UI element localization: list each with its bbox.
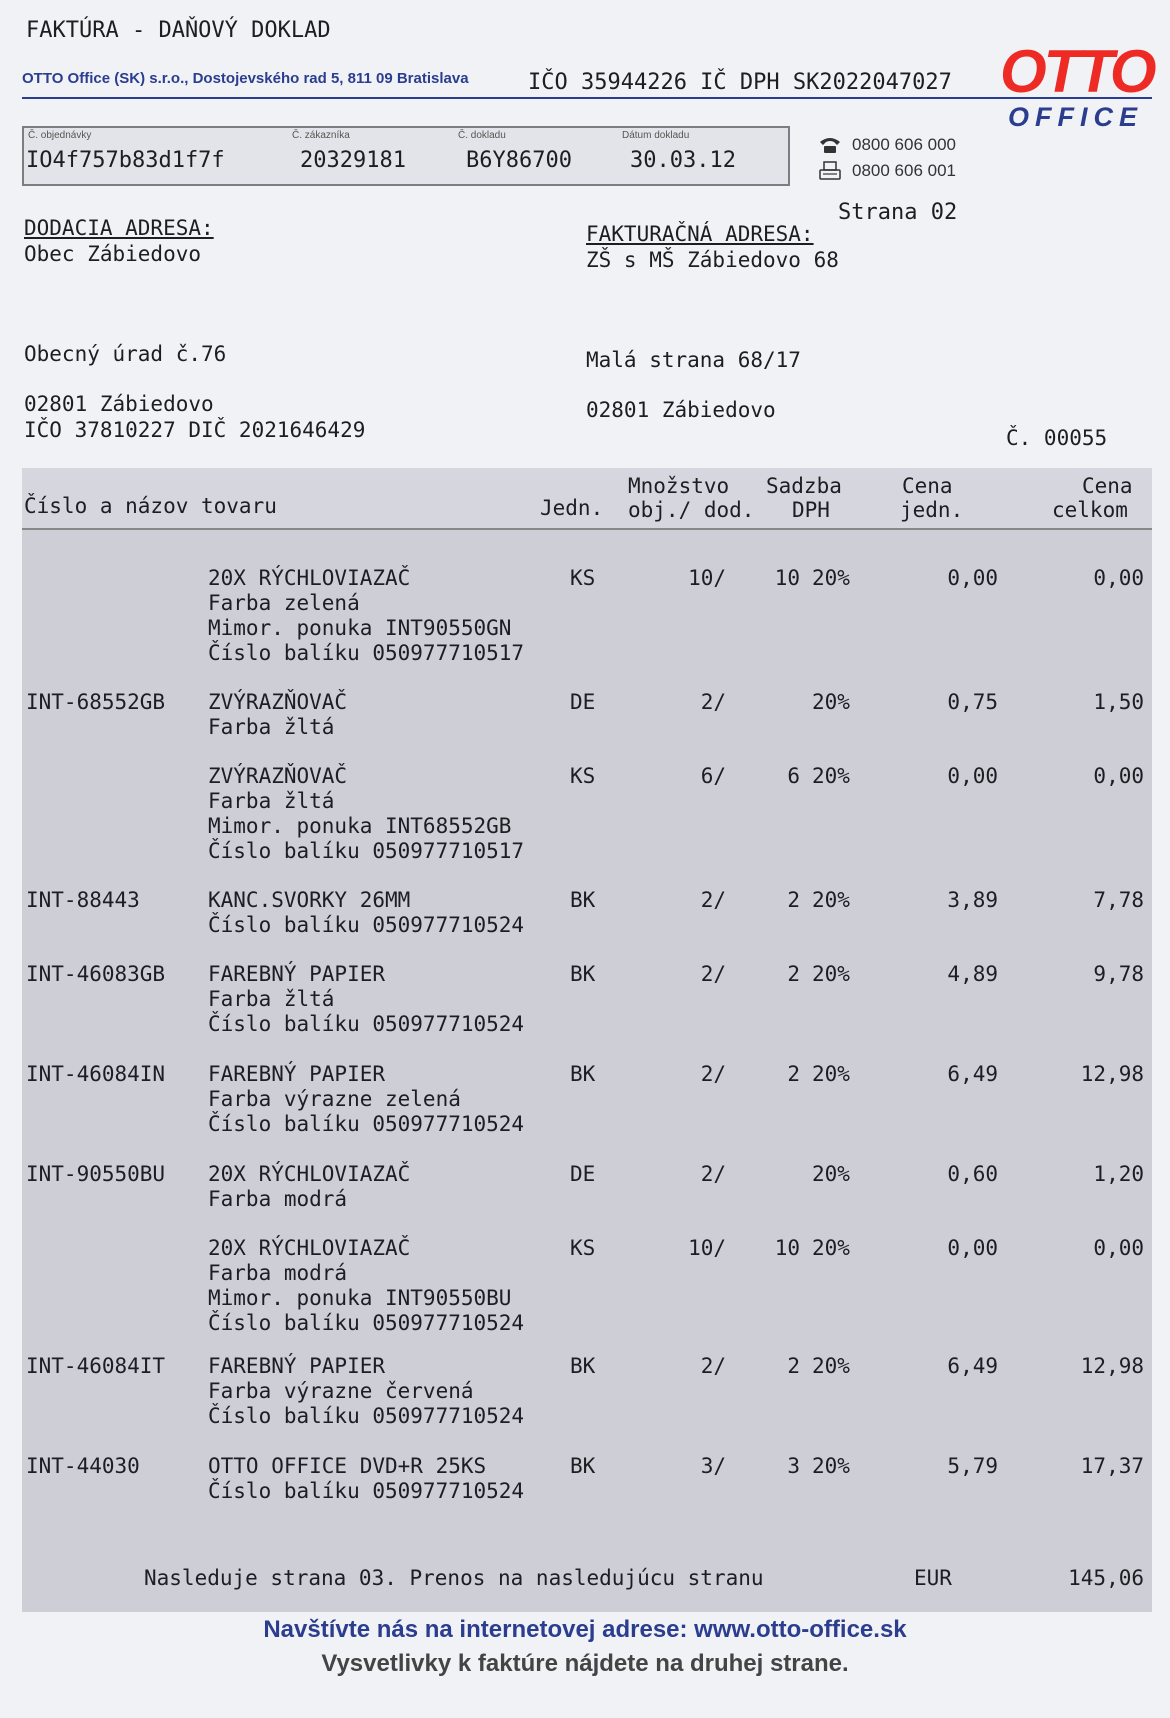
item-detail: Číslo balíku 050977710524: [208, 1012, 525, 1036]
billing-address-line2: Malá strana 68/17: [586, 348, 801, 372]
item-qty-delivered: 2: [787, 962, 800, 986]
item-detail: Mimor. ponuka INT90550GN: [208, 616, 512, 640]
item-vat-rate: 20%: [812, 1162, 850, 1186]
item-total: 12,98: [1080, 1354, 1144, 1378]
item-qty-delivered: 2: [787, 1062, 800, 1086]
item-detail: Farba žltá: [208, 987, 335, 1011]
item-vat-rate: 20%: [812, 690, 850, 714]
table-header: [22, 468, 1152, 530]
item-detail: Mimor. ponuka INT68552GB: [208, 814, 512, 838]
item-detail: Farba modrá: [208, 1261, 348, 1285]
item-unit-price: 0,00: [947, 566, 998, 590]
item-total: 12,98: [1080, 1062, 1144, 1086]
order-number-label: Č. objednávky: [28, 130, 92, 141]
item-qty-ordered: 2/: [700, 1062, 726, 1086]
item-total: 0,00: [1093, 566, 1144, 590]
item-name: OTTO OFFICE DVD+R 25KS: [208, 1454, 487, 1478]
header-unit: Jedn.: [540, 496, 604, 520]
item-vat-rate: 20%: [812, 962, 850, 986]
company-tax-ids: IČO 35944226 IČ DPH SK2022047027: [528, 70, 952, 95]
fax-icon: [818, 161, 842, 181]
invoice-items-table: [22, 468, 1152, 1612]
invoice-number: Č. 00055: [1006, 426, 1108, 450]
company-address: OTTO Office (SK) s.r.o., Dostojevského rad 5, 811 09 Bratislava: [22, 70, 469, 87]
document-date-value: 30.03.12: [630, 148, 736, 173]
item-unit: KS: [570, 566, 596, 590]
item-unit: BK: [570, 962, 596, 986]
item-vat-rate: 20%: [812, 1354, 850, 1378]
item-unit-price: 4,89: [947, 962, 998, 986]
item-detail: Farba žltá: [208, 715, 335, 739]
item-total: 0,00: [1093, 764, 1144, 788]
item-detail: Číslo balíku 050977710524: [208, 1479, 525, 1503]
logo-text-otto: OTTO: [1000, 38, 1154, 105]
item-qty-delivered: 10: [774, 566, 800, 590]
item-vat-rate: 20%: [812, 764, 850, 788]
item-total: 9,78: [1093, 962, 1144, 986]
item-qty-delivered: 3: [787, 1454, 800, 1478]
delivery-address-line3: 02801 Zábiedovo: [24, 392, 214, 416]
header-vat-bottom: DPH: [792, 498, 830, 522]
item-qty-delivered: 6: [787, 764, 800, 788]
item-unit-price: 0,75: [947, 690, 998, 714]
header-unit-price-top: Cena: [902, 474, 953, 498]
item-total: 1,50: [1093, 690, 1144, 714]
item-unit-price: 6,49: [947, 1354, 998, 1378]
logo-text-office: OFFICE: [1008, 102, 1143, 132]
item-name: 20X RÝCHLOVIAZAČ: [208, 566, 411, 590]
header-vat-top: Sadzba: [766, 474, 842, 498]
item-vat-rate: 20%: [812, 1062, 850, 1086]
item-qty-ordered: 6/: [700, 764, 726, 788]
customer-number-label: Č. zákazníka: [292, 130, 350, 141]
item-qty-ordered: 2/: [700, 1354, 726, 1378]
item-total: 0,00: [1093, 1236, 1144, 1260]
item-qty-ordered: 2/: [700, 690, 726, 714]
item-detail: Mimor. ponuka INT90550BU: [208, 1286, 512, 1310]
otto-office-logo: [1000, 38, 1160, 132]
item-name: ZVÝRAZŇOVAČ: [208, 690, 348, 714]
item-unit: DE: [570, 1162, 596, 1186]
item-detail: Číslo balíku 050977710524: [208, 1404, 525, 1428]
item-vat-rate: 20%: [812, 1236, 850, 1260]
header-item-name: Číslo a názov tovaru: [24, 494, 277, 518]
item-detail: Farba výrazne červená: [208, 1379, 474, 1403]
customer-number-value: 20329181: [300, 148, 406, 173]
document-number-label: Č. dokladu: [458, 130, 506, 141]
item-detail: Farba zelená: [208, 591, 360, 615]
item-unit: DE: [570, 690, 596, 714]
item-unit-price: 0,00: [947, 764, 998, 788]
item-unit-price: 5,79: [947, 1454, 998, 1478]
carry-over-total: 145,06: [1068, 1566, 1144, 1590]
item-detail: Farba modrá: [208, 1187, 348, 1211]
item-vat-rate: 20%: [812, 566, 850, 590]
item-unit-price: 0,60: [947, 1162, 998, 1186]
billing-address-heading: FAKTURAČNÁ ADRESA:: [586, 222, 814, 246]
header-total-bottom: celkom: [1052, 498, 1128, 522]
fax-number: 0800 606 001: [852, 161, 956, 180]
document-title: FAKTÚRA - DAŇOVÝ DOKLAD: [26, 18, 331, 43]
header-unit-price-bottom: jedn.: [900, 498, 964, 522]
item-qty-ordered: 2/: [700, 1162, 726, 1186]
item-name: FAREBNÝ PAPIER: [208, 962, 386, 986]
item-name: 20X RÝCHLOVIAZAČ: [208, 1162, 411, 1186]
item-qty-delivered: 2: [787, 888, 800, 912]
document-number-value: B6Y86700: [466, 148, 572, 173]
item-unit: KS: [570, 764, 596, 788]
item-code: INT-90550BU: [26, 1162, 166, 1186]
item-detail: Číslo balíku 050977710517: [208, 641, 525, 665]
item-qty-ordered: 10/: [688, 566, 726, 590]
explanation-notice: Vysvetlivky k faktúre nájdete na druhej strane.: [321, 1650, 849, 1677]
header-total-top: Cena: [1082, 474, 1133, 498]
item-unit: BK: [570, 888, 596, 912]
delivery-address-line1: Obec Zábiedovo: [24, 242, 202, 266]
billing-address-line1: ZŠ s MŠ Zábiedovo 68: [586, 248, 839, 272]
item-unit: KS: [570, 1236, 596, 1260]
delivery-address-line2: Obecný úrad č.76: [24, 342, 227, 366]
header-divider: [22, 97, 1152, 99]
carry-over-currency: EUR: [914, 1566, 952, 1590]
item-qty-ordered: 2/: [700, 888, 726, 912]
item-code: INT-46083GB: [26, 962, 166, 986]
item-unit: BK: [570, 1454, 596, 1478]
item-name: FAREBNÝ PAPIER: [208, 1354, 386, 1378]
item-detail: Farba výrazne zelená: [208, 1087, 461, 1111]
carry-over-text: Nasleduje strana 03. Prenos na nasledujúcu stranu: [144, 1566, 764, 1590]
billing-address-line3: 02801 Zábiedovo: [586, 398, 776, 422]
item-name: 20X RÝCHLOVIAZAČ: [208, 1236, 411, 1260]
document-date-label: Dátum dokladu: [622, 130, 690, 141]
item-unit: BK: [570, 1062, 596, 1086]
header-quantity-top: Množstvo: [628, 474, 730, 498]
item-code: INT-46084IN: [26, 1062, 166, 1086]
website-notice: Navštívte nás na internetovej adrese: www.otto-office.sk: [263, 1616, 907, 1643]
item-qty-ordered: 10/: [688, 1236, 726, 1260]
document-info-box: [22, 126, 790, 186]
item-unit-price: 0,00: [947, 1236, 998, 1260]
item-total: 17,37: [1080, 1454, 1144, 1478]
item-code: INT-44030: [26, 1454, 140, 1478]
item-code: INT-68552GB: [26, 690, 166, 714]
item-qty-delivered: 10: [774, 1236, 800, 1260]
order-number-value: IO4f757b83d1f7f: [26, 148, 225, 173]
item-total: 7,78: [1093, 888, 1144, 912]
page-number: Strana 02: [838, 200, 958, 225]
item-unit: BK: [570, 1354, 596, 1378]
item-name: FAREBNÝ PAPIER: [208, 1062, 386, 1086]
item-name: ZVÝRAZŇOVAČ: [208, 764, 348, 788]
item-detail: Farba žltá: [208, 789, 335, 813]
item-detail: Číslo balíku 050977710517: [208, 839, 525, 863]
item-code: INT-46084IT: [26, 1354, 166, 1378]
item-qty-ordered: 2/: [700, 962, 726, 986]
item-name: KANC.SVORKY 26MM: [208, 888, 411, 912]
item-detail: Číslo balíku 050977710524: [208, 913, 525, 937]
item-vat-rate: 20%: [812, 888, 850, 912]
item-unit-price: 6,49: [947, 1062, 998, 1086]
item-detail: Číslo balíku 050977710524: [208, 1112, 525, 1136]
item-unit-price: 3,89: [947, 888, 998, 912]
item-vat-rate: 20%: [812, 1454, 850, 1478]
header-quantity-bottom: obj./ dod.: [628, 498, 755, 522]
item-code: INT-88443: [26, 888, 140, 912]
item-total: 1,20: [1093, 1162, 1144, 1186]
phone-number: 0800 606 000: [852, 135, 956, 154]
delivery-address-heading: DODACIA ADRESA:: [24, 216, 214, 240]
contact-block: [818, 132, 956, 184]
item-qty-ordered: 3/: [700, 1454, 726, 1478]
item-detail: Číslo balíku 050977710524: [208, 1311, 525, 1335]
phone-icon: [818, 136, 842, 154]
delivery-tax-ids: IČO 37810227 DIČ 2021646429: [24, 418, 366, 442]
item-qty-delivered: 2: [787, 1354, 800, 1378]
